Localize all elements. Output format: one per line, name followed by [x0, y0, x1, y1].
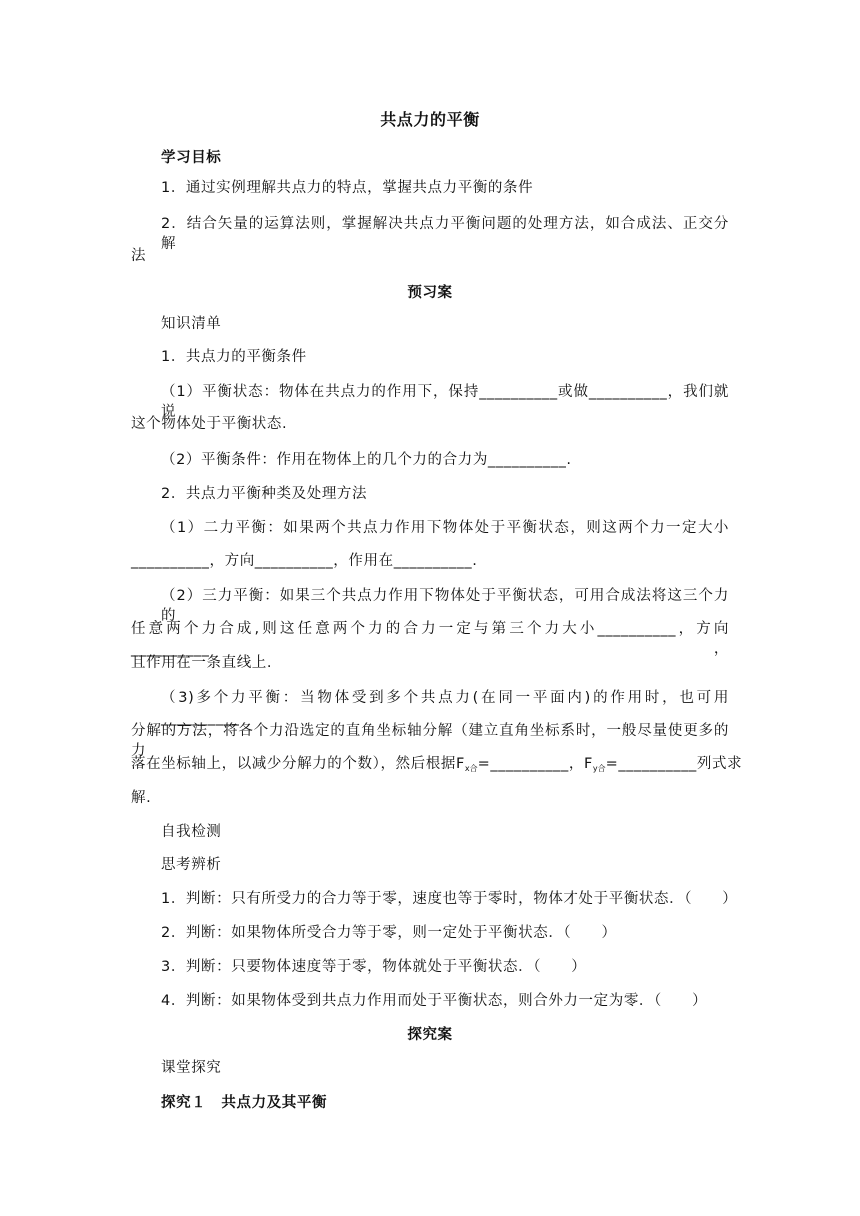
goal-item-2-line1: 2．结合矢量的运算法则，掌握解决共点力平衡问题的处理方法，如合成法、正交分解 [161, 216, 729, 252]
section-2-para-1-line1: （1）二力平衡：如果两个共点力作用下物体处于平衡状态，则这两个力一定大小 [161, 520, 729, 536]
section-2-para-3-line1: （3)多个力平衡：当物体受到多个共点力(在同一平面内)的作用时，也可用__________ [161, 690, 729, 726]
line3-text-c: =__________列式求 [605, 756, 743, 772]
section-2-para-2-line2: 任意两个力合成,则这任意两个力的合力一定与第三个力大小__________，方向__________， [131, 621, 729, 657]
explore-heading: 探究案 [407, 1027, 453, 1043]
question-1: 1．判断：只有所受力的合力等于零，速度也等于零时，物体才处于平衡状态．（ ） [161, 891, 738, 907]
selfcheck-subheading: 思考辨析 [161, 857, 222, 873]
line3-text-a: 落在坐标轴上，以减少分解力的个数），然后根据F [131, 756, 465, 772]
preview-heading: 预习案 [407, 285, 453, 301]
line3-text-b: =__________，F [477, 756, 593, 772]
section-2-para-3-line4: 解. [131, 790, 152, 806]
fy-subscript: y合 [592, 764, 606, 773]
section-2-para-2-line1: （2）三力平衡：如果三个共点力作用下物体处于平衡状态，可用合成法将这三个力的 [161, 588, 729, 624]
page-title: 共点力的平衡 [380, 110, 480, 129]
classroom-explore-label: 课堂探究 [161, 1060, 222, 1076]
section-1-para-2: （2）平衡条件：作用在物体上的几个力的合力为__________. [161, 452, 572, 468]
fx-subscript: x合 [464, 764, 478, 773]
question-3: 3．判断：只要物体速度等于零，物体就处于平衡状态．（ ） [161, 959, 587, 975]
section-2-para-1-line2: __________，方向__________，作用在__________. [131, 553, 478, 569]
section-2-para-3-line2: 分解的方法，将各个力沿选定的直角坐标轴分解（建立直角坐标系时，一般尽量使更多的力 [131, 723, 729, 759]
knowledge-list-label: 知识清单 [161, 316, 222, 332]
goal-item-2-line2: 法 [131, 248, 147, 264]
explore-topic-1: 探究１ 共点力及其平衡 [161, 1095, 328, 1111]
section-2-para-3-line3 [131, 754, 742, 779]
goal-item-1: 1．通过实例理解共点力的特点，掌握共点力平衡的条件 [161, 180, 534, 196]
section-1-title: 1．共点力的平衡条件 [161, 349, 307, 365]
question-2: 2．判断：如果物体所受合力等于零，则一定处于平衡状态．（ ） [161, 925, 617, 941]
question-4: 4．判断：如果物体受到共点力作用而处于平衡状态，则合外力一定为零．（ ） [161, 993, 708, 1009]
goals-heading: 学习目标 [161, 150, 222, 166]
section-2-para-2-line3: 且作用在一条直线上. [131, 655, 273, 671]
section-1-para-1-line2: 这个物体处于平衡状态. [131, 416, 288, 432]
selfcheck-heading: 自我检测 [161, 824, 222, 840]
section-2-title: 2．共点力平衡种类及处理方法 [161, 486, 368, 502]
section-1-para-1-line1: （1）平衡状态：物体在共点力的作用下，保持__________或做__________，我们就说 [161, 384, 729, 420]
